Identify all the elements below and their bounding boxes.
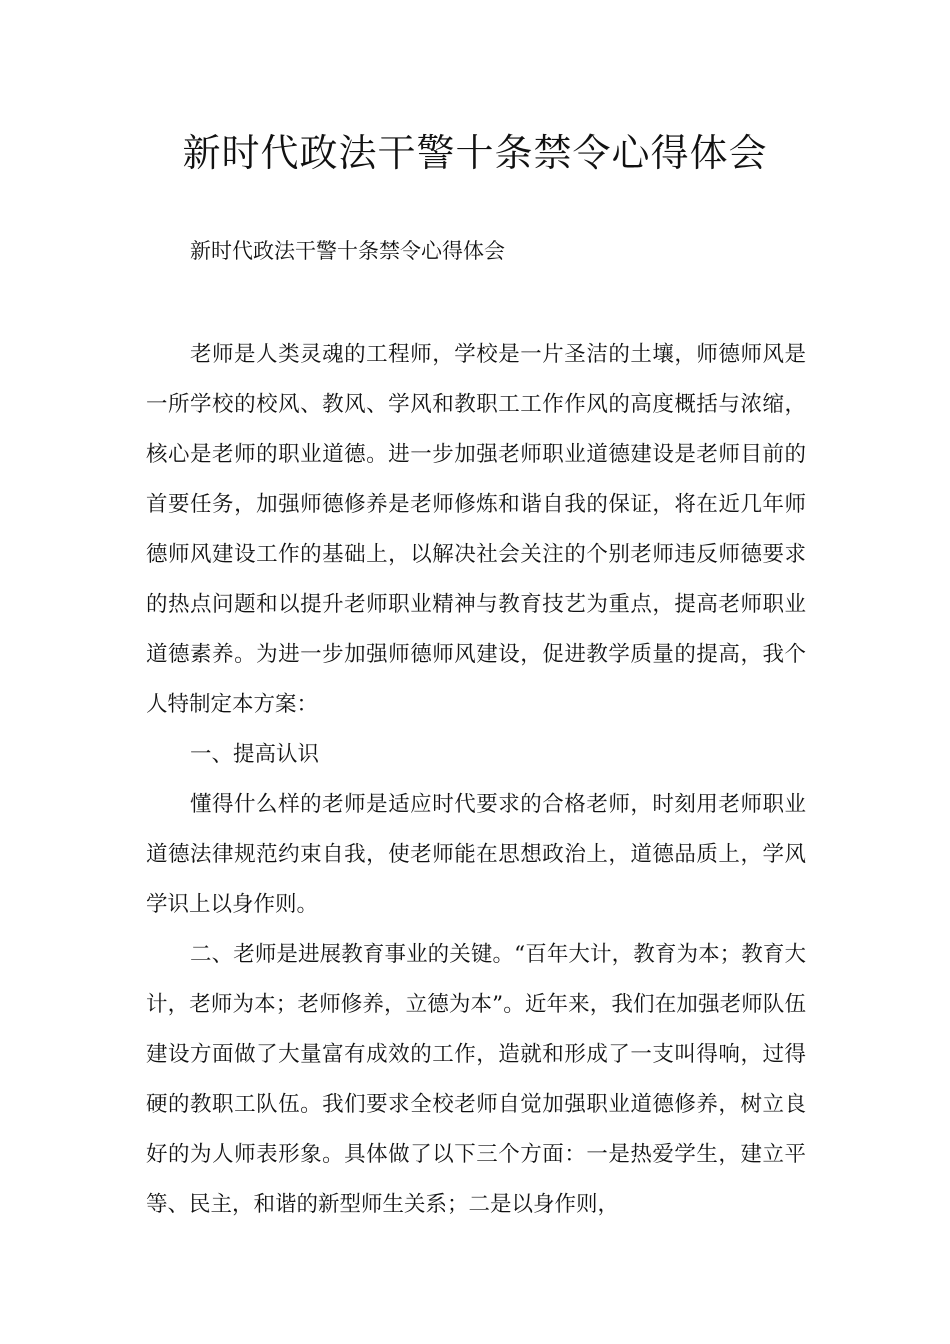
paragraph-section-2: 二、老师是进展教育事业的关键。“百年大计，教育为本；教育大计，老师为本；老师修养，立德为本”。近年来，我们在加强老师队伍建设方面做了大量富有成效的工作，造就和形成了一支叫得响，过得硬的教职工队伍。我们要求全校老师自觉加强职业道德修养，树立良好的为人师表形象。具体做了以下三个方面：一是热爱学生，建立平等、民主，和谐的新型师生关系；二是以身作则， [146, 942, 806, 1217]
document-title: 新时代政法干警十条禁令心得体会 [182, 131, 768, 175]
paragraph-intro: 老师是人类灵魂的工程师，学校是一片圣洁的土壤，师德师风是一所学校的校风、教风、学风和教职工工作作风的高度概括与浓缩，核心是老师的职业道德。进一步加强老师职业道德建设是老师目前的首要任务，加强师德修养是老师修炼和谐自我的保证，将在近几年师德师风建设工作的基础上，以解决社会关注的个别老师违反师德要求的热点问题和以提升老师职业精神与教育技艺为重点，提高老师职业道德素养。为进一步加强师德师风建设，促进教学质量的提高，我个人特制定本方案： [146, 342, 806, 717]
document-body [146, 330, 806, 1230]
paragraph-section-1: 懂得什么样的老师是适应时代要求的合格老师，时刻用老师职业道德法律规范约束自我，使老师能在思想政治上，道德品质上，学风学识上以身作则。 [146, 792, 806, 917]
section-heading-1: 一、提高认识 [190, 742, 320, 767]
document-subtitle: 新时代政法干警十条禁令心得体会 [190, 239, 505, 263]
